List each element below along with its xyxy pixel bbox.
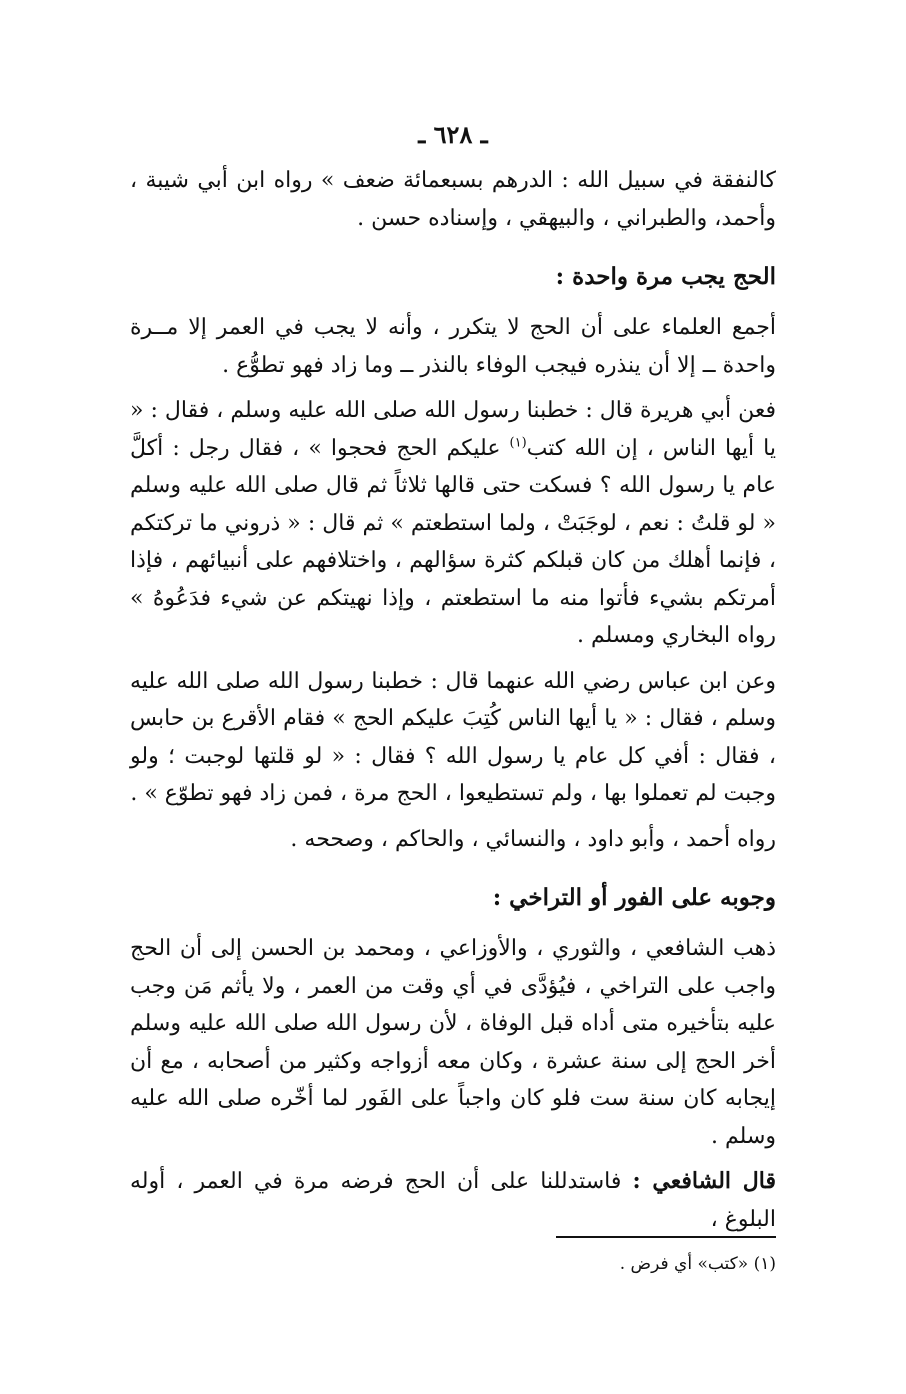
footnote-divider — [556, 1236, 776, 1238]
heading-immediate-or-delayed: وجوبه على الفور أو التراخي : — [492, 884, 776, 911]
paragraph-abu-hurayra-part1: فعن أبي هريرة قال : خطبنا رسول الله صلى الله عليه وسلم ، فقال : « يا أيها الناس ، إن الله كتب — [130, 398, 776, 461]
paragraph-narrators: رواه أحمد ، وأبو داود ، والنسائي ، والحاكم ، وصححه . — [290, 826, 776, 852]
paragraph-abu-hurayra-part2: عليكم الحج فحجوا » ، فقال رجل : أكلَّ عام يا رسول الله ؟ فسكت حتى قالها ثلاثاً ثم قال صلى الله عليه وسلم « لو قلتُ : نعم ، لوجَبَتْ ، ولما استطعتم » ثم قال : « ذروني ما تركتكم ، فإنما أهلك من كان قبلكم كثرة سؤالهم ، واختلافهم على أنبيائهم ، فإذا أمرتكم بشيء فأتوا منه ما استطعتم ، وإذا نهيتكم عن شيء فدَعُوهُ » رواه البخاري ومسلم . — [130, 435, 776, 648]
paragraph-continuation: كالنفقة في سبيل الله : الدرهم بسبعمائة ضعف » رواه ابن أبي شيبة ، وأحمد، والطبراني ، والبيهقي ، وإسناده حسن . — [130, 168, 776, 231]
footnote-reference: (١) — [509, 435, 527, 451]
paragraph-ibn-abbas: وعن ابن عباس رضي الله عنهما قال : خطبنا رسول الله صلى الله عليه وسلم ، فقال : « يا أيها الناس كُتِبَ عليكم الحج » فقام الأقرع بن حابس ، فقال : أفي كل عام يا رسول الله ؟ فقال : « لو قلتها لوجبت ؛ ولو وجبت لم تعملوا بها ، ولم تستطيعوا ، الحج مرة ، فمن زاد فهو تطوّع » . — [130, 668, 776, 806]
footnote-text: «كتب» أي فرض . — [619, 1254, 754, 1274]
footnote-mark: (١) — [753, 1254, 776, 1274]
shafii-lead: قال الشافعي : — [632, 1168, 776, 1194]
paragraph-shafii-view: ذهب الشافعي ، والثوري ، والأوزاعي ، ومحمد بن الحسن إلى أن الحج واجب على التراخي ، فيُؤدَّى في أي وقت من العمر ، ولا يأثم مَن وجب عليه بتأخيره متى أداه قبل الوفاة ، لأن رسول الله صلى الله عليه وسلم أخر الحج إلى سنة عشرة ، وكان معه أزواجه وكثير من أصحابه ، مع أن إيجابه كان سنة ست فلو كان واجباً على الفَور لما أخّره صلى الله عليه وسلم . — [130, 936, 776, 1149]
footnote — [130, 1250, 776, 1278]
paragraph-abu-hurayra — [130, 392, 776, 655]
heading-hajj-once: الحج يجب مرة واحدة : — [555, 263, 776, 290]
paragraph-consensus: أجمع العلماء على أن الحج لا يتكرر ، وأنه لا يجب في العمر إلا مــرة واحدة ــ إلا أن ينذره فيجب الوفاء بالنذر ــ وما زاد فهو تطوُّع . — [130, 315, 776, 378]
paragraph-shafii-said — [130, 1163, 776, 1238]
shafii-said-text: فاستدللنا على أن الحج فرضه مرة في العمر ، أوله البلوغ ، — [130, 1169, 776, 1232]
page-number: ـ ٦٢٨ ـ — [418, 120, 488, 149]
